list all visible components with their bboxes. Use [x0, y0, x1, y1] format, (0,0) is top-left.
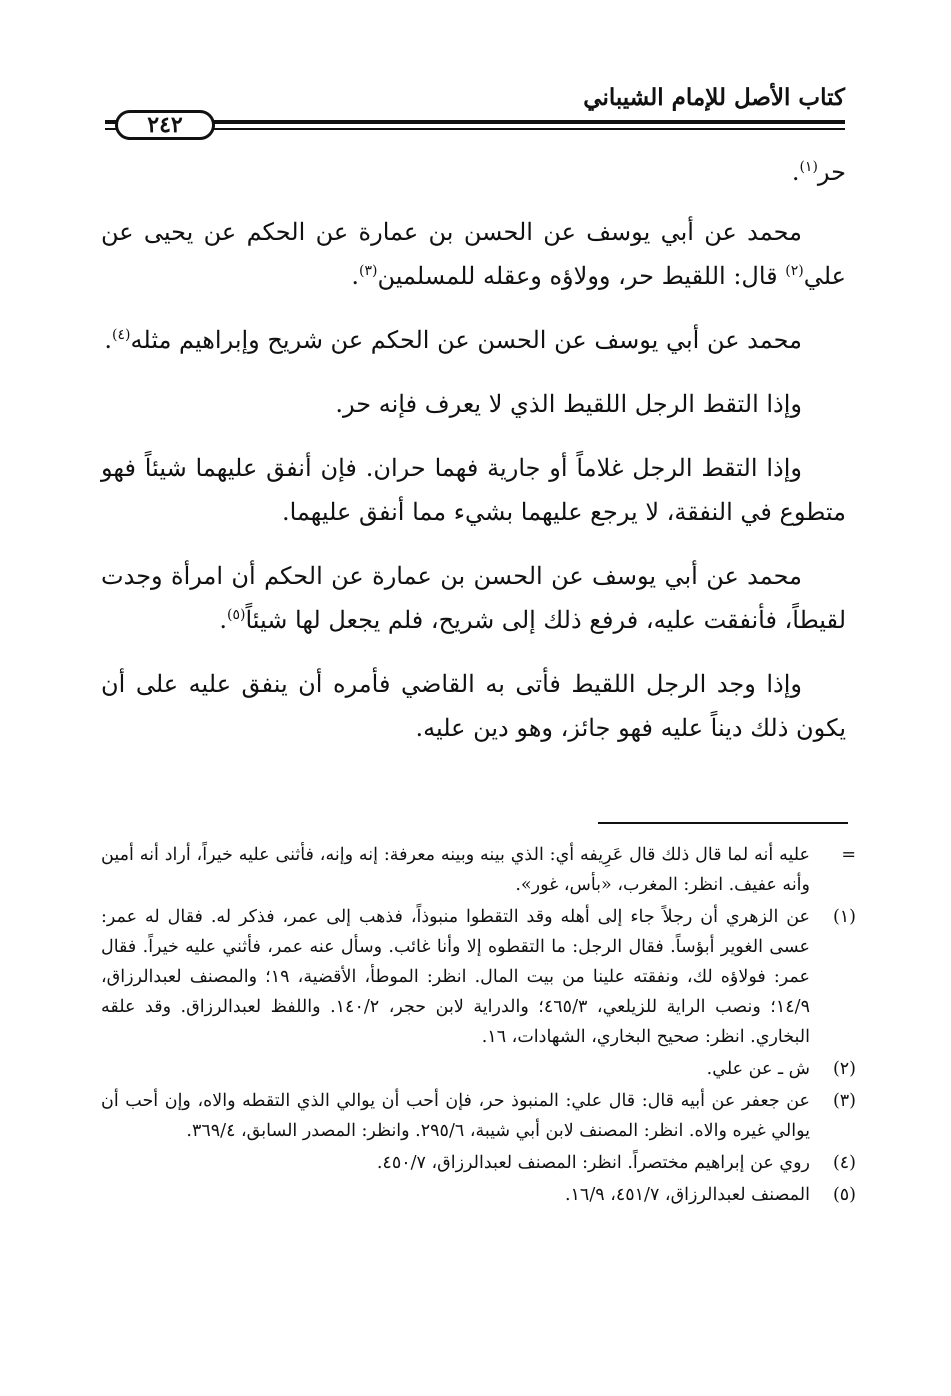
footnote-ref: (٣)	[359, 263, 378, 279]
page-number: ٢٤٢	[115, 110, 215, 140]
footnote-mark: (٣)	[832, 1091, 856, 1111]
page-header	[105, 84, 845, 144]
paragraph	[101, 318, 846, 362]
paragraph	[101, 150, 846, 194]
footnote-mark: =	[841, 845, 856, 865]
footnote-ref: (٢)	[785, 263, 804, 279]
main-text	[101, 150, 846, 770]
paragraph-text: محمد عن أبي يوسف عن الحسن بن عمارة عن الحكم عن يحيى عن علي	[101, 218, 846, 290]
header-rule-thin	[105, 128, 845, 130]
period: .	[351, 262, 360, 290]
footnote	[101, 1086, 856, 1146]
footnote	[101, 1054, 856, 1084]
footnote-mark: (٢)	[832, 1059, 856, 1079]
paragraph: وإذا التقط الرجل اللقيط الذي لا يعرف فإنه حر.	[335, 390, 802, 418]
paragraph-text: قال: اللقيط حر، وولاؤه وعقله للمسلمين	[377, 262, 786, 290]
period: .	[219, 606, 228, 634]
footnote	[101, 840, 856, 900]
footnotes	[101, 840, 856, 1212]
footnote-ref: (١)	[799, 159, 818, 175]
footnote-text: المصنف لعبدالرزاق، ٤٥١/٧، ١٦/٩.	[564, 1185, 810, 1205]
paragraph-text: محمد عن أبي يوسف عن الحسن بن عمارة عن الحكم أن امرأة وجدت لقيطاً، فأنفقت عليه، فرفع ذلك إلى شريح، فلم يجعل لها شيئاً	[101, 562, 846, 634]
footnote-ref: (٤)	[112, 327, 131, 343]
book-title: كتاب الأصل للإمام الشيباني	[583, 84, 845, 111]
paragraph: وإذا وجد الرجل اللقيط فأتى به القاضي فأمره أن ينفق عليه على أن يكون ذلك ديناً عليه فهو جائز، وهو دين عليه.	[101, 670, 846, 742]
footnote-text: عن جعفر عن أبيه قال: قال علي: المنبوذ حر، فإن أحب أن يوالي الذي التقطه والاه، وإن أحب أن يوالي غيره والاه. انظر: المصنف لابن أبي شيبة، ٢٩٥/٦. وانظر: المصدر السابق، ٣٦٩/٤.	[101, 1091, 810, 1141]
paragraph	[101, 554, 846, 642]
footnote-text: عن الزهري أن رجلاً جاء إلى أهله وقد التقطوا منبوذاً، فذهب إلى عمر، فذكر له. فقال له عمر: عسى الغوير أبؤساً. فقال الرجل: ما التقطوه إلا وأنا غائب. وسأل عنه عمر، فأثني عليه خيراً. فقال عمر: فولاؤه لك، ونفقته علينا من بيت المال. انظر: الموطأ، الأقضية، ١٩؛ والمصنف لعبدالرزاق، ١٤/٩؛ ونصب الراية للزيلعي، ٤٦٥/٣؛ والدراية لابن حجر، ١٤٠/٢. واللفظ لعبدالرزاق. وقد علقه البخاري. انظر: صحيح البخاري، الشهادات، ١٦.	[101, 907, 810, 1047]
footnote-text: ش ـ عن علي.	[706, 1059, 810, 1079]
footnote	[101, 1148, 856, 1178]
footnote-divider	[598, 822, 848, 824]
footnote-ref: (٥)	[227, 607, 246, 623]
footnote	[101, 1180, 856, 1210]
footnote-text: عليه أنه لما قال ذلك قال عَرِيفه أي: الذي بينه وبينه معرفة: إنه وإنه، فأثنى عليه خيراً، أراد أنه أمين وأنه عفيف. انظر: المغرب، «بأس، غور».	[101, 845, 810, 895]
header-rule-thick	[105, 120, 845, 124]
footnote-mark: (١)	[832, 907, 856, 927]
footnote-mark: (٥)	[832, 1185, 856, 1205]
paragraph: وإذا التقط الرجل غلاماً أو جارية فهما حران. فإن أنفق عليهما شيئاً فهو متطوع في النفقة، لا يرجع عليهما بشيء مما أنفق عليهما.	[101, 454, 846, 526]
footnote	[101, 902, 856, 1052]
paragraph-text: محمد عن أبي يوسف عن الحسن عن الحكم عن شريح وإبراهيم مثله	[130, 326, 802, 354]
footnote-mark: (٤)	[832, 1153, 856, 1173]
period: .	[104, 326, 113, 354]
period: .	[791, 158, 800, 186]
paragraph-text: حر	[817, 158, 846, 186]
paragraph	[101, 210, 846, 298]
footnote-text: روي عن إبراهيم مختصراً. انظر: المصنف لعبدالرزاق، ٤٥٠/٧.	[376, 1153, 810, 1173]
